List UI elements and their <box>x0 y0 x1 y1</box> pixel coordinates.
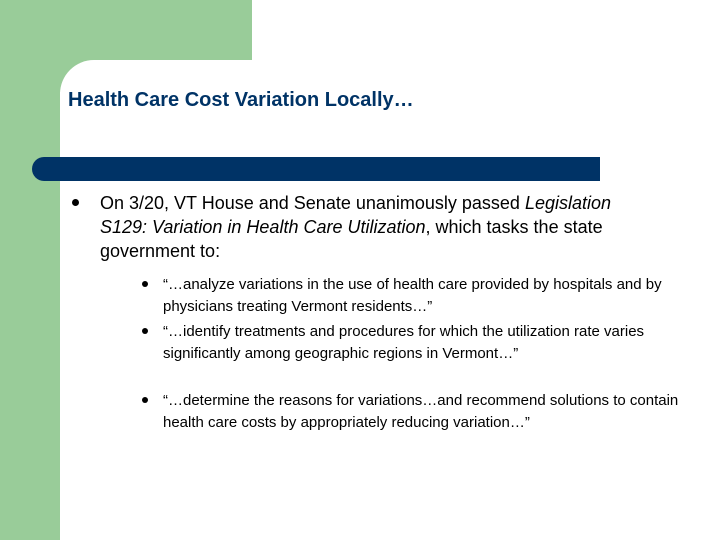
bullet-dot <box>72 199 79 206</box>
main-bullet-text-start: On 3/20, VT House and Senate unanimously passed <box>100 193 525 213</box>
sub-bullet-text: “…identify treatments and procedures for which the utilization rate varies significantly among geographic regions in Vermont…” <box>163 323 645 362</box>
sub-bullet-text: “…determine the reasons for variations…and recommend solutions to contain health care costs by appropriately reducing variation…” <box>163 392 679 431</box>
slide-title: Health Care Cost Variation Locally… <box>68 89 414 111</box>
sub-bullet-text: “…analyze variations in the use of health care provided by hospitals and by physicians treating Vermont residents…” <box>163 276 662 315</box>
title-divider-bar <box>32 157 600 181</box>
legislation-title: Legislation S129: Variation in Health Care Utilization <box>100 193 612 237</box>
sub-bullet-dot <box>142 328 148 334</box>
main-bullet-text-end: , which tasks the state government to: <box>100 217 603 261</box>
sub-bullet-dot <box>142 397 148 403</box>
main-bullet-text <box>100 191 640 263</box>
sub-bullet-dot <box>142 281 148 287</box>
